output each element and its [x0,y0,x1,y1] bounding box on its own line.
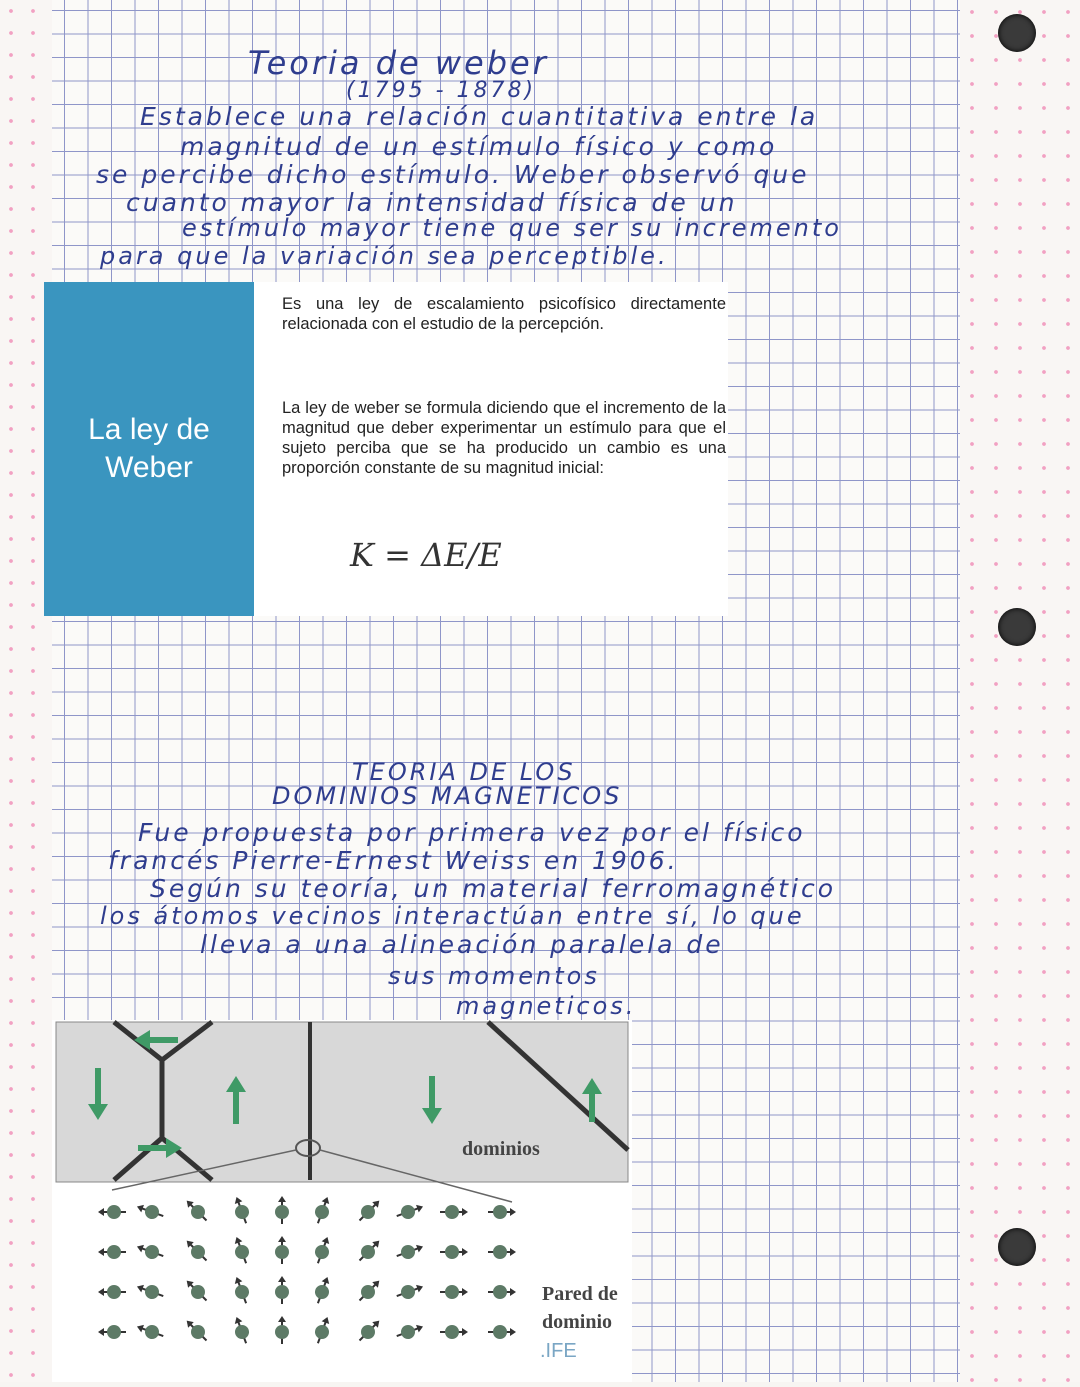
note-line: Establece una relación cuantitativa entre la [140,102,819,131]
spin-arrow-icon [98,1325,126,1339]
note-line: lleva a una alineación paralela de [200,930,724,959]
card-side-panel [44,282,254,616]
domain-wall-label: Pared de dominio [542,1283,618,1333]
watermark: .IFE [540,1340,577,1362]
title-years: (1795 - 1878) [346,78,537,103]
spin-arrow-icon [355,1316,385,1346]
spin-arrow-icon [135,1320,166,1343]
left-margin [0,0,60,1382]
binder-hole [998,14,1036,52]
section-title: TEORIA DE LOS [352,758,576,786]
note-line: magnitud de un estímulo físico y como [180,132,778,161]
spin-arrow-icon [311,1235,334,1266]
spin-arrow-icon [440,1205,468,1219]
spin-arrow-icon [311,1315,334,1346]
spin-arrow-icon [488,1245,516,1259]
card-paragraph: La ley de weber se formula diciendo que el incremento de la magnitud que deber experimentar un estímulo para que el sujeto perciba que se ha producido un cambio es una proporción constante de su magnitud inicial: [282,399,726,477]
spin-arrow-icon [182,1236,212,1266]
right-margin [960,0,1080,1382]
spin-arrow-icon [182,1316,212,1346]
spin-arrow-icon [488,1285,516,1299]
spin-grid [98,1195,516,1346]
note-line: cuanto mayor la intensidad física de un [126,188,738,217]
spin-arrow-icon [311,1275,334,1306]
magnetic-domains-figure [52,1020,632,1382]
spin-arrow-icon [275,1236,289,1264]
spin-arrow-icon [275,1196,289,1224]
note-line: para que la variación sea perceptible. [100,242,669,270]
binder-hole [998,1228,1036,1266]
spin-arrow-icon [394,1240,425,1263]
weber-formula: K = ΔE/E [350,536,502,574]
spin-arrow-icon [440,1325,468,1339]
spin-arrow-icon [230,1275,253,1306]
weber-law-card [44,282,728,616]
section-title: DOMINIOS MAGNETICOS [272,782,623,810]
spin-arrow-icon [488,1325,516,1339]
spin-arrow-icon [355,1276,385,1306]
card-paragraph: Es una ley de escalamiento psicofísico directamente relacionada con el estudio de la percepción. [282,295,726,333]
note-line: los átomos vecinos interactúan entre sí, lo que [100,902,805,930]
spin-arrow-icon [230,1235,253,1266]
spin-arrow-icon [98,1205,126,1219]
spin-arrow-icon [230,1195,253,1226]
spin-arrow-icon [275,1316,289,1344]
card-side-title: La ley de Weber [88,413,210,484]
spin-arrow-icon [311,1195,334,1226]
spin-arrow-icon [135,1240,166,1263]
note-line: estímulo mayor tiene que ser su incremento [182,214,842,242]
spin-arrow-icon [98,1245,126,1259]
spin-arrow-icon [182,1276,212,1306]
spin-arrow-icon [275,1276,289,1304]
note-line: Según su teoría, un material ferromagnético [150,874,837,903]
note-line: sus momentos [388,962,600,990]
spin-arrow-icon [355,1196,385,1226]
spin-arrow-icon [488,1205,516,1219]
spin-arrow-icon [440,1285,468,1299]
binder-hole [998,608,1036,646]
spin-arrow-icon [355,1236,385,1266]
spin-arrow-icon [394,1280,425,1303]
spin-arrow-icon [394,1200,425,1223]
spin-arrow-icon [230,1315,253,1346]
spin-arrow-icon [98,1285,126,1299]
note-line: Fue propuesta por primera vez por el físico [138,818,806,847]
page-title: Teoria de weber [248,44,549,82]
spin-arrow-icon [440,1245,468,1259]
domains-label: dominios [462,1138,540,1160]
spin-arrow-icon [135,1200,166,1223]
spin-arrow-icon [135,1280,166,1303]
note-line: magneticos. [456,992,637,1020]
note-line: se percibe dicho estímulo. Weber observó que [96,160,810,189]
note-line: francés Pierre-Ernest Weiss en 1906. [108,846,679,875]
spin-arrow-icon [394,1320,425,1343]
spin-arrow-icon [182,1196,212,1226]
